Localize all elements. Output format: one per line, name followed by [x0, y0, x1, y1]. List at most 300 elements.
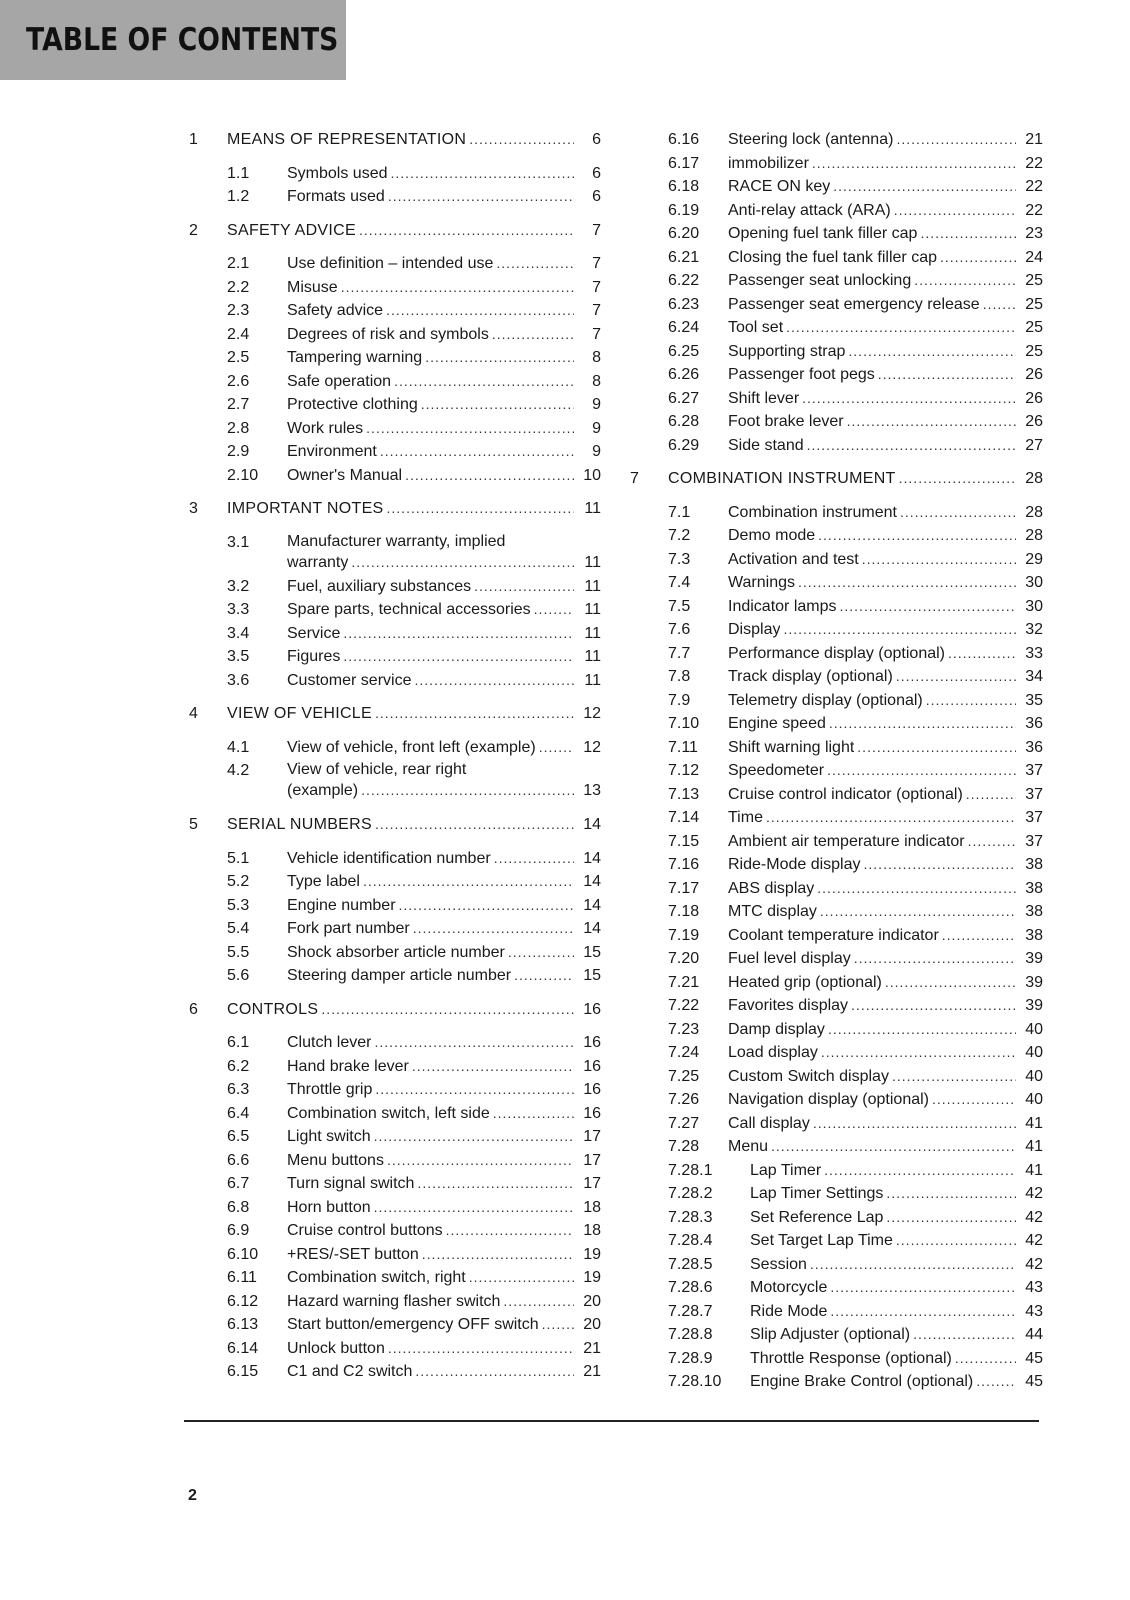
toc-chapter-entry[interactable] — [189, 497, 601, 521]
toc-entry-page: 6 — [592, 164, 601, 182]
toc-entry-number: 7.13 — [668, 785, 700, 803]
toc-entry-number: 2.2 — [227, 278, 250, 296]
toc-dot-leader — [802, 392, 1016, 410]
toc-section-entry[interactable] — [630, 340, 1043, 364]
toc-section-entry[interactable] — [189, 276, 601, 300]
toc-dot-leader — [983, 298, 1016, 316]
toc-section-entry[interactable] — [189, 894, 601, 918]
toc-entry-page: 9 — [592, 419, 601, 437]
toc-section-entry[interactable] — [630, 269, 1043, 293]
toc-section-entry[interactable] — [189, 1360, 601, 1384]
toc-entry-title: Indicator lamps — [728, 597, 837, 615]
toc-entry-page: 40 — [1025, 1044, 1043, 1061]
toc-section-entry[interactable] — [189, 1243, 601, 1267]
toc-dot-leader — [948, 647, 1016, 665]
toc-entry-title: Throttle Response (optional) — [750, 1349, 952, 1367]
toc-entry-page: 39 — [1025, 997, 1043, 1014]
toc-dot-leader — [394, 375, 574, 393]
toc-entry-page: 39 — [1025, 950, 1043, 967]
toc-entry-page: 27 — [1025, 436, 1043, 454]
toc-dot-leader — [374, 1037, 574, 1055]
toc-entry-page: 37 — [1025, 762, 1043, 779]
toc-dot-leader — [374, 1131, 574, 1149]
toc-section-entry[interactable] — [189, 575, 601, 599]
toc-entry-number: 2.8 — [227, 419, 250, 437]
toc-section-entry[interactable] — [630, 387, 1043, 411]
toc-entry-number: 3.3 — [227, 601, 250, 618]
toc-entry-page: 6 — [592, 131, 601, 148]
toc-entry-title: Slip Adjuster (optional) — [750, 1326, 911, 1343]
toc-entry-page: 36 — [1025, 738, 1043, 756]
toc-entry-title: Cruise control buttons — [287, 1222, 443, 1239]
toc-entry-title: Tampering warning — [287, 349, 423, 366]
toc-entry-number: 7.1 — [668, 503, 691, 521]
toc-entry-page: 16 — [583, 1057, 601, 1075]
toc-section-entry[interactable] — [630, 1041, 1043, 1065]
toc-entry-page: 25 — [1025, 272, 1043, 289]
toc-dot-leader — [829, 718, 1016, 736]
toc-entry-page: 30 — [1025, 597, 1043, 615]
toc-entry-number: 7.10 — [668, 715, 700, 732]
toc-dot-leader — [366, 422, 574, 440]
toc-entry-line2 — [287, 780, 601, 801]
toc-entry-number: 3.4 — [227, 624, 250, 642]
toc-entry-page: 38 — [1025, 856, 1043, 873]
toc-entry-number: 7.24 — [668, 1044, 700, 1061]
toc-section-entry[interactable] — [630, 1112, 1043, 1136]
toc-entry-title: Combination switch, left side — [287, 1104, 490, 1122]
toc-entry-page: 7 — [592, 325, 601, 343]
toc-section-entry[interactable] — [630, 1206, 1043, 1230]
toc-section-entry[interactable] — [630, 736, 1043, 760]
toc-dot-leader — [817, 882, 1016, 900]
toc-entry-title: Shift warning light — [728, 738, 855, 756]
toc-entry-number: 7.26 — [668, 1091, 700, 1108]
toc-entry-title: Performance display (optional) — [728, 644, 945, 662]
toc-entry-title: Warnings — [728, 574, 795, 591]
toc-section-entry[interactable] — [630, 152, 1043, 176]
toc-section-entry[interactable] — [189, 299, 601, 323]
toc-dot-leader — [783, 624, 1016, 642]
toc-section-entry[interactable] — [630, 971, 1043, 995]
toc-section-entry[interactable] — [189, 464, 601, 488]
toc-dot-leader — [896, 1235, 1016, 1253]
toc-entry-page: 43 — [1025, 1302, 1043, 1320]
toc-section-entry[interactable] — [630, 1253, 1043, 1277]
toc-section-entry[interactable] — [189, 1337, 601, 1361]
toc-entry-number: 5.4 — [227, 920, 250, 937]
toc-section-entry[interactable] — [189, 736, 601, 760]
toc-entry-title: View of vehicle, rear right — [287, 761, 467, 778]
toc-chapter-entry[interactable] — [189, 813, 601, 837]
toc-entry-title: Engine Brake Control (optional) — [750, 1373, 974, 1390]
toc-dot-leader — [862, 553, 1016, 571]
toc-chapter-entry[interactable] — [630, 467, 1043, 491]
toc-dot-leader — [387, 1154, 574, 1172]
toc-entry-number: 5.3 — [227, 896, 250, 914]
toc-section-entry[interactable] — [189, 393, 601, 417]
toc-entry-title: immobilizer — [728, 154, 809, 172]
toc-section-entry[interactable] — [630, 410, 1043, 434]
toc-section-entry[interactable] — [189, 162, 601, 186]
toc-entry-title: Use definition – intended use — [287, 255, 494, 272]
toc-section-entry[interactable] — [630, 175, 1043, 199]
toc-section-entry[interactable] — [189, 1078, 601, 1102]
toc-entry-page: 11 — [584, 671, 601, 689]
toc-dot-leader — [828, 1023, 1016, 1041]
toc-entry-page: 42 — [1025, 1255, 1043, 1273]
toc-section-entry[interactable] — [630, 665, 1043, 689]
toc-dot-leader — [542, 1319, 574, 1337]
toc-section-entry[interactable] — [630, 1276, 1043, 1300]
toc-entry-title: Display — [728, 621, 781, 638]
toc-entry-page: 38 — [1025, 903, 1043, 920]
toc-entry-number: 5 — [189, 816, 198, 833]
toc-entry-number: 6.13 — [227, 1316, 259, 1333]
toc-entry-title: Menu buttons — [287, 1151, 384, 1169]
toc-chapter-entry[interactable] — [189, 219, 601, 243]
toc-entry-text — [287, 759, 601, 801]
toc-entry-title: Hazard warning flasher switch — [287, 1292, 501, 1310]
toc-entry-page: 37 — [1025, 809, 1043, 826]
toc-entry-page: 12 — [583, 738, 601, 756]
toc-entry-title: Motorcycle — [750, 1279, 828, 1296]
toc-section-entry[interactable] — [189, 964, 601, 988]
toc-entry-page: 16 — [583, 1104, 601, 1122]
toc-section-entry[interactable] — [630, 434, 1043, 458]
toc-entry-title: Cruise control indicator (optional) — [728, 785, 963, 803]
toc-entry-number: 7.19 — [668, 926, 700, 944]
toc-section-entry[interactable] — [630, 501, 1043, 525]
toc-entry-title: Closing the fuel tank filler cap — [728, 248, 937, 266]
toc-section-entry[interactable] — [630, 830, 1043, 854]
toc-section-entry[interactable] — [630, 994, 1043, 1018]
toc-entry-title-cont: warranty — [287, 553, 349, 571]
toc-section-entry[interactable] — [189, 1313, 601, 1337]
toc-entry-title: Manufacturer warranty, implied — [287, 532, 506, 550]
toc-entry-number: 2.6 — [227, 372, 250, 390]
toc-entry-number: 6.15 — [227, 1363, 259, 1380]
toc-section-entry[interactable] — [630, 783, 1043, 807]
toc-entry-title: Tool set — [728, 319, 784, 336]
toc-dot-leader — [343, 651, 574, 669]
toc-entry-number: 7.14 — [668, 809, 700, 826]
toc-entry-page: 38 — [1025, 879, 1043, 897]
toc-entry-page: 8 — [592, 372, 601, 390]
toc-section-entry[interactable] — [189, 1219, 601, 1243]
toc-entry-number: 3.2 — [227, 577, 250, 595]
toc-dot-leader — [388, 1342, 574, 1360]
toc-entry-line2 — [287, 552, 601, 573]
toc-entry-title: Damp display — [728, 1020, 825, 1038]
toc-section-entry[interactable] — [630, 853, 1043, 877]
toc-entry-number: 6.2 — [227, 1057, 250, 1075]
toc-dot-leader — [932, 1094, 1016, 1112]
toc-entry-page: 19 — [583, 1245, 601, 1263]
toc-section-entry[interactable] — [630, 571, 1043, 595]
toc-entry-page: 11 — [584, 500, 601, 517]
toc-entry-title: Set Reference Lap — [750, 1208, 884, 1226]
toc-section-entry[interactable] — [189, 759, 601, 803]
toc-section-entry[interactable] — [630, 524, 1043, 548]
toc-entry-number: 7.27 — [668, 1114, 700, 1132]
toc-entry-page: 44 — [1025, 1326, 1043, 1343]
toc-entry-number: 7.9 — [668, 691, 691, 709]
toc-entry-page: 34 — [1025, 668, 1043, 685]
toc-dot-leader — [469, 1272, 574, 1290]
toc-entry-page: 23 — [1025, 225, 1043, 242]
toc-chapter-entry[interactable] — [189, 998, 601, 1022]
toc-section-entry[interactable] — [630, 618, 1043, 642]
toc-entry-page: 18 — [583, 1198, 601, 1216]
toc-section-entry[interactable] — [630, 1300, 1043, 1324]
toc-dot-leader — [820, 906, 1016, 924]
toc-entry-number: 7.3 — [668, 550, 691, 568]
toc-entry-title: Clutch lever — [287, 1034, 372, 1051]
toc-entry-page: 30 — [1025, 574, 1043, 591]
toc-entry-number: 7.16 — [668, 856, 700, 873]
toc-entry-number: 5.5 — [227, 943, 250, 961]
toc-section-entry[interactable] — [189, 622, 601, 646]
toc-entry-number: 6.17 — [668, 154, 700, 172]
toc-entry-number: 7 — [630, 470, 639, 487]
toc-entry-page: 42 — [1025, 1185, 1043, 1202]
toc-entry-number: 7.6 — [668, 621, 691, 638]
toc-entry-number: 6.28 — [668, 413, 700, 430]
toc-dot-leader — [900, 506, 1016, 524]
toc-entry-number: 7.28.5 — [668, 1255, 713, 1273]
toc-dot-leader — [380, 446, 574, 464]
toc-entry-number: 1.2 — [227, 188, 250, 205]
toc-entry-page: 26 — [1025, 366, 1043, 383]
toc-dot-leader — [474, 580, 574, 598]
toc-section-entry[interactable] — [630, 1347, 1043, 1371]
toc-entry-page: 7 — [592, 302, 601, 319]
toc-section-entry[interactable] — [189, 669, 601, 693]
toc-section-entry[interactable] — [189, 346, 601, 370]
toc-entry-page: 17 — [583, 1175, 601, 1192]
toc-entry-page: 28 — [1025, 503, 1043, 521]
toc-entry-number: 6 — [189, 1000, 198, 1018]
toc-dot-leader — [361, 783, 574, 801]
toc-section-entry[interactable] — [630, 689, 1043, 713]
toc-section-entry[interactable] — [630, 222, 1043, 246]
toc-entry-page: 26 — [1025, 413, 1043, 430]
toc-section-entry[interactable] — [189, 1290, 601, 1314]
toc-section-entry[interactable] — [630, 293, 1043, 317]
toc-section-entry[interactable] — [189, 870, 601, 894]
toc-entry-text — [287, 531, 601, 573]
toc-dot-leader — [968, 835, 1016, 853]
toc-section-entry[interactable] — [189, 370, 601, 394]
toc-section-entry[interactable] — [630, 900, 1043, 924]
toc-entry-number: 6.21 — [668, 248, 700, 266]
toc-entry-title: RACE ON key — [728, 178, 831, 195]
toc-dot-leader — [813, 1117, 1016, 1135]
toc-entry-title: Steering damper article number — [287, 967, 512, 984]
toc-dot-leader — [422, 1248, 574, 1266]
toc-section-entry[interactable] — [630, 806, 1043, 830]
toc-section-entry[interactable] — [189, 531, 601, 575]
toc-section-entry[interactable] — [630, 1159, 1043, 1183]
toc-section-entry[interactable] — [189, 417, 601, 441]
toc-entry-title: Speedometer — [728, 762, 825, 779]
toc-chapter-entry[interactable] — [189, 702, 601, 726]
toc-section-entry[interactable] — [630, 1182, 1043, 1206]
toc-section-entry[interactable] — [189, 598, 601, 622]
toc-dot-leader — [341, 281, 574, 299]
toc-entry-title: Telemetry display (optional) — [728, 691, 923, 709]
toc-entry-page: 11 — [584, 624, 601, 642]
toc-entry-number: 6.11 — [227, 1269, 257, 1286]
toc-section-entry[interactable] — [630, 363, 1043, 387]
toc-section-entry[interactable] — [189, 847, 601, 871]
toc-section-entry[interactable] — [189, 917, 601, 941]
toc-entry-number: 7.28.7 — [668, 1302, 713, 1320]
toc-entry-number: 2.5 — [227, 349, 250, 366]
toc-section-entry[interactable] — [189, 323, 601, 347]
toc-dot-leader — [786, 322, 1016, 340]
toc-entry-title: Combination switch, right — [287, 1269, 466, 1286]
toc-entry-title: ABS display — [728, 879, 815, 897]
toc-entry-page: 18 — [583, 1222, 601, 1239]
toc-chapter-entry[interactable] — [189, 128, 601, 152]
toc-entry-page: 14 — [583, 849, 601, 867]
toc-dot-leader — [771, 1141, 1016, 1159]
toc-entry-number: 2.1 — [227, 255, 250, 272]
toc-entry-number: 7.28.4 — [668, 1232, 713, 1249]
toc-entry-number: 7.28.10 — [668, 1373, 722, 1390]
toc-entry-title: Engine number — [287, 896, 396, 914]
toc-section-entry[interactable] — [189, 1102, 601, 1126]
toc-section-entry[interactable] — [630, 877, 1043, 901]
toc-section-entry[interactable] — [630, 316, 1043, 340]
toc-entry-number: 6.1 — [227, 1034, 250, 1051]
toc-entry-title: +RES/-SET button — [287, 1245, 419, 1263]
toc-entry-title: Custom Switch display — [728, 1067, 889, 1085]
toc-dot-leader — [847, 416, 1016, 434]
toc-entry-number: 4 — [189, 705, 198, 722]
toc-entry-page: 41 — [1025, 1138, 1043, 1155]
toc-dot-leader — [534, 604, 574, 622]
toc-entry-title: Hand brake lever — [287, 1057, 409, 1075]
toc-entry-page: 17 — [583, 1151, 601, 1169]
toc-entry-title: Owner's Manual — [287, 466, 403, 484]
toc-section-entry[interactable] — [630, 1088, 1043, 1112]
toc-entry-number: 7.23 — [668, 1020, 700, 1038]
toc-section-entry[interactable] — [630, 759, 1043, 783]
toc-section-entry[interactable] — [189, 1125, 601, 1149]
toc-entry-title: Supporting strap — [728, 342, 846, 360]
toc-entry-number: 5.6 — [227, 967, 250, 984]
toc-section-entry[interactable] — [630, 595, 1043, 619]
toc-entry-page: 11 — [584, 601, 601, 618]
toc-entry-number: 2.9 — [227, 443, 250, 460]
toc-entry-number: 2 — [189, 221, 198, 239]
toc-dot-leader — [388, 191, 574, 209]
toc-section-entry[interactable] — [630, 128, 1043, 152]
toc-entry-number: 6.24 — [668, 319, 700, 336]
toc-entry-page: 39 — [1025, 973, 1043, 991]
toc-entry-number: 6.12 — [227, 1292, 259, 1310]
toc-section-entry[interactable] — [189, 1149, 601, 1173]
toc-entry-title: Combination instrument — [728, 503, 897, 521]
toc-entry-number: 6.19 — [668, 201, 700, 219]
toc-entry-page: 8 — [592, 349, 601, 366]
toc-section-entry[interactable] — [630, 1370, 1043, 1394]
toc-entry-number: 7.2 — [668, 527, 691, 544]
toc-section-entry[interactable] — [630, 548, 1043, 572]
toc-section-entry[interactable] — [189, 440, 601, 464]
toc-section-entry[interactable] — [630, 1018, 1043, 1042]
toc-section-entry[interactable] — [630, 924, 1043, 948]
toc-entry-title: Formats used — [287, 188, 385, 205]
toc-entry-title: SERIAL NUMBERS — [227, 816, 372, 833]
toc-entry-page: 25 — [1025, 342, 1043, 360]
toc-entry-page: 37 — [1025, 832, 1043, 850]
toc-entry-title: SAFETY ADVICE — [227, 221, 356, 239]
toc-entry-page: 7 — [592, 221, 601, 239]
toc-section-entry[interactable] — [189, 1031, 601, 1055]
toc-dot-leader — [399, 899, 574, 917]
toc-section-entry[interactable] — [189, 941, 601, 965]
toc-section-entry[interactable] — [630, 1135, 1043, 1159]
toc-section-entry[interactable] — [630, 1323, 1043, 1347]
toc-entry-page: 40 — [1025, 1091, 1043, 1108]
toc-section-entry[interactable] — [189, 645, 601, 669]
toc-dot-leader — [885, 976, 1016, 994]
page-number: 2 — [188, 1487, 197, 1504]
toc-entry-number: 6.6 — [227, 1151, 250, 1169]
toc-section-entry[interactable] — [189, 1266, 601, 1290]
toc-entry-number: 5.1 — [227, 849, 250, 867]
toc-section-entry[interactable] — [189, 1055, 601, 1079]
toc-entry-page: 35 — [1025, 691, 1043, 709]
toc-section-entry[interactable] — [630, 1229, 1043, 1253]
toc-section-entry[interactable] — [189, 185, 601, 209]
toc-entry-number: 7.8 — [668, 668, 691, 685]
toc-entry-title-cont: (example) — [287, 782, 359, 799]
toc-section-entry[interactable] — [189, 252, 601, 276]
toc-entry-title: Foot brake lever — [728, 413, 844, 430]
toc-dot-leader — [413, 923, 574, 941]
toc-section-entry[interactable] — [630, 947, 1043, 971]
toc-section-entry[interactable] — [189, 1172, 601, 1196]
toc-entry-title: Engine speed — [728, 715, 826, 732]
toc-section-entry[interactable] — [630, 246, 1043, 270]
toc-dot-leader — [375, 708, 574, 726]
toc-entry-page: 20 — [583, 1292, 601, 1310]
toc-entry-title: Ride-Mode display — [728, 856, 861, 873]
toc-entry-number: 7.4 — [668, 574, 691, 591]
toc-entry-title: Unlock button — [287, 1339, 385, 1357]
toc-entry-number: 4.2 — [227, 762, 250, 779]
toc-section-entry[interactable] — [630, 1065, 1043, 1089]
toc-entry-number: 6.27 — [668, 389, 700, 407]
toc-dot-leader — [412, 1060, 574, 1078]
header-banner — [0, 0, 346, 80]
toc-dot-leader — [321, 1003, 574, 1021]
toc-section-entry[interactable] — [630, 642, 1043, 666]
toc-section-entry[interactable] — [630, 712, 1043, 736]
toc-entry-number: 6.4 — [227, 1104, 250, 1122]
toc-dot-leader — [840, 600, 1017, 618]
toc-entry-number: 1.1 — [227, 164, 250, 182]
toc-dot-leader — [503, 1295, 574, 1313]
toc-section-entry[interactable] — [630, 199, 1043, 223]
toc-section-entry[interactable] — [189, 1196, 601, 1220]
toc-entry-page: 12 — [583, 705, 601, 722]
